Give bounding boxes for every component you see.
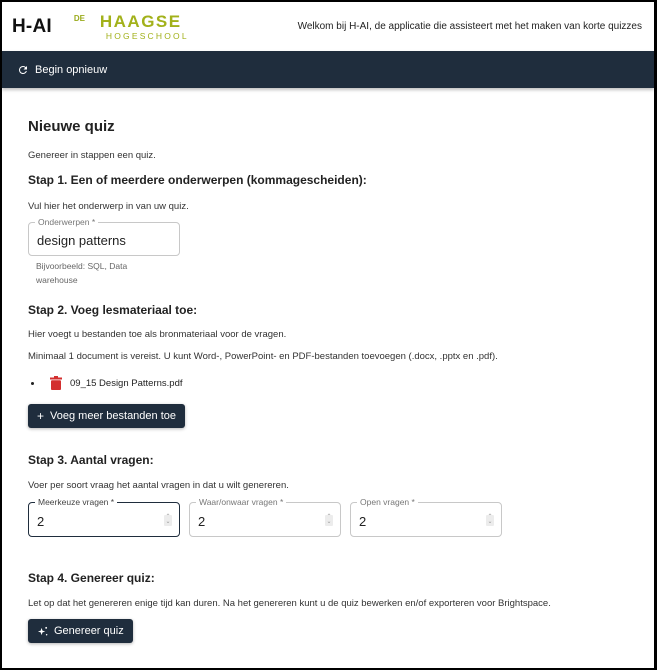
step2-description: Hier voegt u bestanden toe als bronmateriaal voor de vragen. xyxy=(28,329,287,340)
step1-description: Vul hier het onderwerp in van uw quiz. xyxy=(28,201,189,212)
generate-quiz-label: Genereer quiz xyxy=(54,625,124,637)
open-questions-value: 2 xyxy=(359,514,367,529)
restart-label: Begin opnieuw xyxy=(35,63,108,76)
file-list-item xyxy=(31,376,654,390)
step1-heading: Stap 1. Een of meerdere onderwerpen (kommagescheiden): xyxy=(28,173,367,187)
sparkle-icon xyxy=(37,626,48,637)
plus-icon: + xyxy=(37,409,45,423)
logo-name: HAAGSE xyxy=(99,11,182,31)
multiple-choice-value: 2 xyxy=(37,514,45,529)
refresh-icon xyxy=(17,64,29,76)
number-stepper-icon[interactable]: ⌃ ⌄ xyxy=(165,514,171,525)
logo-prefix: DE xyxy=(73,13,85,23)
main-content xyxy=(2,88,654,643)
open-questions-count-input[interactable] xyxy=(350,497,502,537)
step3-heading: Stap 3. Aantal vragen: xyxy=(28,453,154,467)
step4-description: Let op dat het genereren enige tijd kan duren. Na het genereren kunt u de quiz bewerken en/of exporteren voor Brightspace. xyxy=(28,598,551,609)
number-stepper-icon[interactable]: ⌃ ⌄ xyxy=(487,514,493,525)
step3-description: Voer per soort vraag het aantal vragen in dat u wilt genereren. xyxy=(28,480,289,491)
multiple-choice-count-input[interactable] xyxy=(28,497,180,537)
generate-quiz-button[interactable] xyxy=(28,619,133,643)
app-window xyxy=(2,2,654,668)
page-title: Nieuwe quiz xyxy=(28,118,115,135)
add-files-label: Voeg meer bestanden toe xyxy=(50,410,176,422)
subjects-helper-line1: Bijvoorbeeld: SQL, Data xyxy=(36,261,128,271)
logo-subtitle: HOGESCHOOL xyxy=(105,30,189,41)
number-stepper-icon[interactable]: ⌃ ⌄ xyxy=(326,514,332,525)
step2-requirement: Minimaal 1 document is vereist. U kunt Word-, PowerPoint- en PDF-bestanden toevoegen (.docx, .pptx en .pdf). xyxy=(28,351,498,362)
trash-icon[interactable] xyxy=(50,376,62,390)
navbar xyxy=(2,51,654,88)
multiple-choice-label: Meerkeuze vragen * xyxy=(35,497,117,508)
add-files-button[interactable] xyxy=(28,404,185,428)
true-false-value: 2 xyxy=(198,514,206,529)
true-false-label: Waar/onwaar vragen * xyxy=(196,497,286,508)
restart-button[interactable] xyxy=(17,64,107,76)
step4-heading: Stap 4. Genereer quiz: xyxy=(28,571,155,585)
subjects-label: Onderwerpen * xyxy=(35,217,98,228)
bullet xyxy=(31,382,34,385)
subjects-value: design patterns xyxy=(37,233,126,248)
subjects-helper-line2: warehouse xyxy=(36,275,78,285)
step2-heading: Stap 2. Voeg lesmateriaal toe: xyxy=(28,303,198,317)
file-name: 09_15 Design Patterns.pdf xyxy=(70,377,183,389)
open-questions-label: Open vragen * xyxy=(357,497,418,508)
hhs-logo xyxy=(74,9,194,45)
intro-text: Genereer in stappen een quiz. xyxy=(28,150,156,161)
true-false-count-input[interactable] xyxy=(189,497,341,537)
subjects-input[interactable] xyxy=(28,217,180,256)
top-header xyxy=(2,2,654,51)
welcome-text: Welkom bij H-AI, de applicatie die assisteert met het maken van korte quizzes xyxy=(297,21,642,32)
app-title: H-AI xyxy=(12,15,52,37)
